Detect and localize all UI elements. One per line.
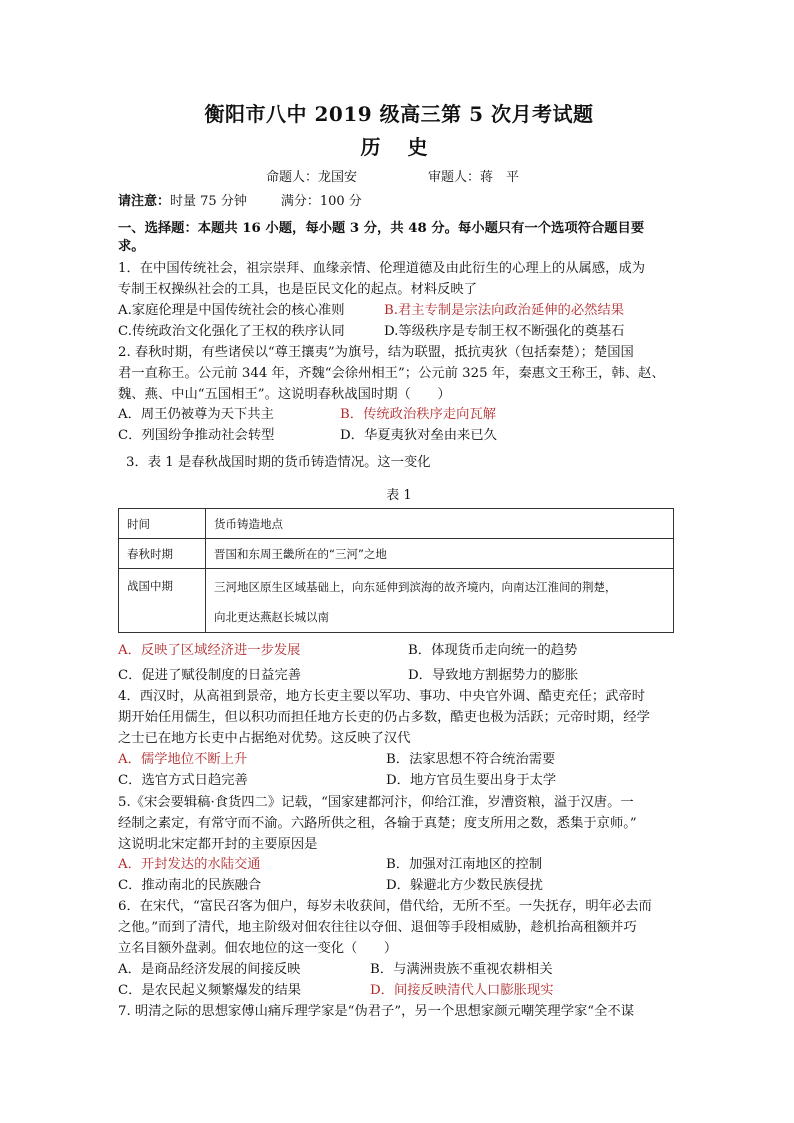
q1-option-d: D.等级秩序是专制王权不断强化的奠基石	[384, 324, 625, 339]
q1-stem-cont: 专制王权操纵社会的工具，也是臣民文化的起点。材料反映了	[118, 282, 478, 297]
table-caption: 表 1	[386, 488, 412, 503]
currency-table	[118, 508, 674, 633]
notice-label: 请注意：	[118, 194, 171, 209]
q1-options-row2	[118, 321, 680, 342]
q4-options-row1	[118, 749, 680, 770]
q2-options-row1	[118, 404, 680, 425]
q5-option-a: A．开封发达的水陆交通	[118, 857, 261, 872]
exam-notice	[118, 190, 362, 209]
q4-option-a: A．儒学地位不断上升	[118, 752, 248, 767]
q4-stem: 4．西汉时，从高祖到景帝，地方长吏主要以军功、事功、中央官外调、酷吏充任；武帝时	[118, 689, 646, 704]
q4-stem-cont2: 之士已在地方长吏中占据绝对优势。这反映了汉代	[118, 731, 411, 746]
q6-stem-cont: 之他。”而到了清代，地主阶级对佃农往往以夺佃、退佃等手段相威胁，趁机抬高租额并巧	[118, 920, 637, 935]
q1-option-c: C.传统政治文化强化了王权的秩序认同	[118, 324, 345, 339]
q4-option-d: D．地方官员生要出身于太学	[386, 773, 557, 788]
q2-options-row2	[118, 425, 680, 446]
exam-title: 衡阳市八中 2019 级高三第 5 次月考试题	[204, 102, 594, 126]
q3-options-row2	[118, 665, 680, 686]
q5-stem: 5.《宋会要辑稿·食货四二》记载，“国家建都河汴，仰给江淮，岁漕资粮，溢于汉唐。一	[118, 795, 634, 810]
q2-stem-cont2: 魏、燕、中山“五国相王”。这说明春秋战国时期（ ）	[118, 387, 451, 402]
q2-option-a: A．周王仍被尊为天下共主	[118, 407, 274, 422]
q3-option-c: C．促进了赋役制度的日益完善	[118, 668, 302, 683]
q4-option-c: C．选官方式日趋完善	[118, 773, 248, 788]
q2-stem: 2. 春秋时期，有些诸侯以“尊王攘夷”为旗号，结为联盟，抵抗夷狄（包括秦楚）；楚国国	[118, 345, 634, 360]
exam-score: 满分：100 分	[280, 194, 362, 209]
section-heading: 一、选择题：本题共 16 小题，每小题 3 分，共 48 分。每小题只有一个选项符合题目要	[118, 221, 645, 236]
q6-options-row1	[118, 959, 680, 980]
q6-stem-cont2: 立名目额外盘剥。佃农地位的这一变化（ ）	[118, 941, 398, 956]
q1-option-a: A.家庭伦理是中国传统社会的核心准则	[118, 303, 345, 318]
q1-stem: 1．在中国传统社会，祖宗崇拜、血缘亲情、伦理道德及由此衍生的心理上的从属感，成为	[118, 261, 646, 276]
exam-subject: 历 史	[360, 135, 438, 159]
q6-options-row2	[118, 980, 680, 1001]
q3-option-b: B．体现货币走向统一的趋势	[408, 643, 578, 658]
table-row	[119, 539, 674, 569]
q3-options-row1	[118, 640, 680, 661]
q5-option-d: D．躲避北方少数民族侵扰	[386, 878, 543, 893]
table-header-place: 货币铸造地点	[206, 509, 674, 539]
q6-stem: 6．在宋代，“富民召客为佃户，每岁未收获间，借代给，无所不至。一失抚存，明年必去而	[118, 899, 652, 914]
question-reviewer: 审题人：蒋 平	[428, 170, 520, 185]
q6-option-d: D．间接反映清代人口膨胀现实	[370, 983, 554, 998]
q2-stem-cont: 君一直称王。公元前 344 年，齐魏“会徐州相王”；公元前 325 年，秦惠文王称王，韩、赵、	[118, 366, 665, 381]
q1-options-row1	[118, 300, 680, 321]
q4-options-row2	[118, 770, 680, 791]
table-cell: 春秋时期	[119, 539, 206, 569]
q4-stem-cont: 期开始任用儒生，但以积功而担任地方长吏的仍占多数，酷吏也极为活跃；元帝时期，经学	[118, 710, 650, 725]
q3-option-d: D．导致地方割据势力的膨胀	[408, 668, 579, 683]
exam-time: 时量 75 分钟	[170, 194, 247, 209]
table-cell-line: 向北更达燕赵长城以南	[214, 609, 329, 624]
q7-stem: 7. 明清之际的思想家傅山痛斥理学家是“伪君子”，另一个思想家颜元嘲笑理学家“全不谋	[118, 1004, 634, 1019]
table-row	[119, 569, 674, 633]
q3-stem: 3．表 1 是春秋战国时期的货币铸造情况。这一变化	[126, 455, 431, 470]
q5-options-row2	[118, 875, 680, 896]
q2-option-c: C．列国纷争推动社会转型	[118, 428, 275, 443]
q3-option-a: A．反映了区域经济进一步发展	[118, 643, 301, 658]
question-setter: 命题人：龙国安	[266, 170, 358, 185]
table-cell	[206, 569, 674, 633]
q1-option-b: B.君主专制是宗法向政治延伸的必然结果	[384, 303, 625, 318]
table-row	[119, 509, 674, 539]
q2-option-b: B．传统政治秩序走向瓦解	[340, 407, 497, 422]
q5-stem-cont: 经制之素定，有常守而不渝。六路所供之租，各输于真楚；度支所用之数，悉集于京师。”	[118, 816, 637, 831]
section-heading-cont: 求。	[118, 239, 145, 254]
table-cell-line: 三河地区原生区域基础上，向东延伸到滨海的故齐境内，向南达江淮间的荆楚，	[214, 579, 617, 594]
table-cell: 战国中期	[119, 569, 206, 633]
q4-option-b: B．法家思想不符合统治需要	[386, 752, 556, 767]
q5-options-row1	[118, 854, 680, 875]
q5-option-b: B．加强对江南地区的控制	[386, 857, 543, 872]
q5-option-c: C．推动南北的民族融合	[118, 878, 262, 893]
table-header-time: 时间	[119, 509, 206, 539]
q6-option-c: C．是农民起义频繁爆发的结果	[118, 983, 302, 998]
q2-option-d: D．华夏夷狄对垒由来已久	[340, 428, 497, 443]
table-cell: 晋国和东周王畿所在的“三河”之地	[206, 539, 674, 569]
q6-option-a: A．是商品经济发展的间接反映	[118, 962, 301, 977]
q5-stem-cont2: 这说明北宋定都开封的主要原因是	[118, 837, 318, 852]
q6-option-b: B．与满洲贵族不重视农耕相关	[370, 962, 553, 977]
